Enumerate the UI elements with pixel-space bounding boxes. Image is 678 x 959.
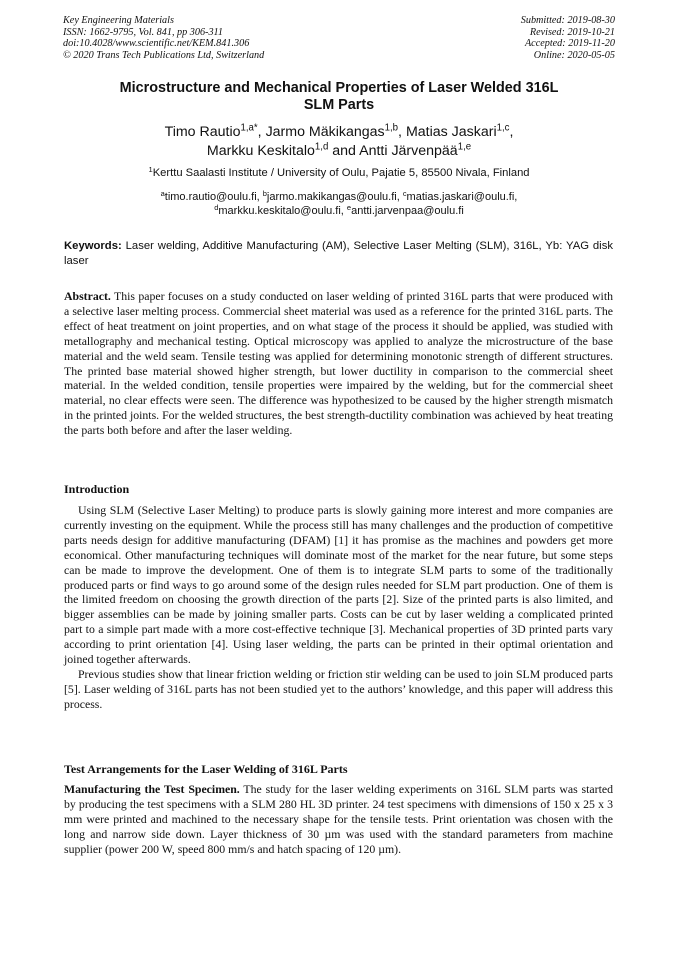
journal-name: Key Engineering Materials xyxy=(63,15,174,26)
affiliation xyxy=(60,166,618,180)
author-line-2 xyxy=(60,142,618,161)
author-name: Timo Rautio xyxy=(164,124,241,140)
email-mark: c xyxy=(402,188,407,198)
issn-line: ISSN: 1662-9795, Vol. 841, pp 306-311 xyxy=(63,26,223,38)
author-separator: , xyxy=(398,124,406,140)
author-list xyxy=(60,123,618,161)
section-heading-test-arrangements: Test Arrangements for the Laser Welding of 316L Parts xyxy=(64,762,348,776)
paragraph: Using SLM (Selective Laser Melting) to produce parts is slowly gaining more interest and more companies are currently investing on the equipment. While the process still has many challenges and the production of competitive parts needs design for additive manufacturing (DFAM) [1] it has promise as the machines and powders get more economical. Other manufacturing techniques will dominate most of the market for the near future, but some steps can be made to improve the development. One of them is to integrate SLM parts to some of the traditionally produced parts or find ways to go around some of the design rules needed for SLM part production. One of them is the limited freedom on choosing the growth direction of the parts [2]. Size of the printed parts is also limited, and bigger assemblies can be made by joining smaller parts. Costs can be cut by laser welding a complicated printed part to a simple part made with a more cost-effective technique [3]. Mechanical properties of 3D printed parts vary according to print orientation [4]. Using laser welding, the parts can be printed in their optimal orientation and joined together afterwards. xyxy=(64,503,613,667)
email-mark: a xyxy=(160,188,165,198)
doi-line: doi:10.4028/www.scientific.net/KEM.841.306 xyxy=(63,38,250,50)
section-heading-introduction: Introduction xyxy=(64,482,130,496)
keywords-label: Keywords: xyxy=(64,240,122,252)
abstract-label: Abstract. xyxy=(64,289,111,303)
author-name: Markku Keskitalo xyxy=(206,143,315,159)
title-line-2: SLM Parts xyxy=(303,97,375,113)
email-mark: d xyxy=(214,202,219,212)
author-line-1: Timo Rautio$^{1,a*}$, Jarmo Mäkikangas$^{1,b}$, Matias Jaskari$^{1,c}$, xyxy=(164,122,514,140)
title-line-1: Microstructure and Mechanical Properties of Laser Welded 316L xyxy=(119,80,559,96)
author-affil-mark: 1,b xyxy=(384,122,399,134)
paragraph xyxy=(64,782,613,857)
test-section-body xyxy=(64,782,613,857)
paragraph-text: The study for the laser welding experiments on 316L SLM parts was started by producing the test specimens with a SLM 280 HL 3D printer. 24 test specimens with dimensions of 150 x 25 x 3 mm were printed and machined to the necessary shape for the tensile tests. Print orientation was chosen with the long and narrow side down. Layer thickness of 30 µm was used with the standard parameters from machine supplier (power 200 W, speed 800 mm/s and hatch spacing of 120 µm). xyxy=(64,782,613,856)
author-conjunction: and xyxy=(328,143,360,159)
journal-header-right xyxy=(521,15,615,61)
abstract-text: This paper focuses on a study conducted on laser welding of printed 316L parts that were produced with a selective laser melting process. Commercial sheet material was used as a reference for the printed 316L parts. The effect of heat treatment on joint properties, and on what stage of the process it should be applied, was studied with metallography and mechanical testing. Optical microscopy was applied to analyze the microstructure of the base material and the weld seam. Tensile testing was applied for determining monotonic strength of different structures. The printed base material showed higher strength, but lower ductility in comparison to the commercial sheet material. In the welded condition, tensile properties were impaired by the welding, but for the commercial sheet material, no clear effects were seen. The difference was hypothesized to be caused by the higher strength mismatch in the printed joints. For the welded structures, the best strength-ductility combination was achieved by heat treating the parts both before and after the laser welding. xyxy=(64,289,613,438)
email-line-2 xyxy=(60,204,618,218)
author-name: Antti Järvenpää xyxy=(359,143,458,159)
author-name: Jarmo Mäkikangas xyxy=(265,124,385,140)
author-affil-mark: 1,a* xyxy=(240,122,258,134)
journal-header-left xyxy=(63,15,264,61)
email-link[interactable]: jarmo.makikangas@oulu.fi, xyxy=(266,191,403,203)
affiliation-text: Kerttu Saalasti Institute / University of Oulu, Pajatie 5, 85500 Nivala, Finland xyxy=(152,167,530,179)
author-affil-mark: 1,c xyxy=(496,122,510,134)
abstract xyxy=(64,289,613,438)
email-link[interactable]: timo.rautio@oulu.fi, xyxy=(164,191,263,203)
keywords-block xyxy=(64,239,613,269)
keywords-text: Laser welding, Additive Manufacturing (AM), Selective Laser Melting (SLM), 316L, Yb: YAG disk laser xyxy=(64,240,613,267)
email-line-1 xyxy=(60,190,618,204)
email-mark: e xyxy=(346,202,352,212)
accepted-date: Accepted: 2019-11-20 xyxy=(524,38,615,50)
introduction-body xyxy=(64,503,613,712)
email-mark: b xyxy=(262,188,267,198)
paragraph: Previous studies show that linear friction welding or friction stir welding can be used to join SLM produced parts [5]. Laser welding of 316L parts has not been studied yet to the authors’ knowledge, and this paper will address this process. xyxy=(64,666,613,711)
revised-date: Revised: 2019-10-21 xyxy=(529,26,615,38)
email-link[interactable]: matias.jaskari@oulu.fi, xyxy=(406,191,518,203)
author-name: Matias Jaskari xyxy=(405,124,497,140)
subsection-label: Manufacturing the Test Specimen. xyxy=(64,782,240,796)
author-affil-mark: 1,e xyxy=(457,141,472,153)
email-link[interactable]: markku.keskitalo@oulu.fi, xyxy=(218,205,347,217)
copyright-line: © 2020 Trans Tech Publications Ltd, Switzerland xyxy=(63,49,265,61)
email-link[interactable]: antti.jarvenpaa@oulu.fi xyxy=(351,205,464,217)
author-emails xyxy=(60,190,618,218)
paper-title xyxy=(60,80,618,114)
affiliation-mark: 1 xyxy=(148,164,153,174)
author-affil-mark: 1,d xyxy=(314,141,329,153)
online-date: Online: 2020-05-05 xyxy=(533,49,615,61)
author-separator: , xyxy=(257,124,266,140)
submitted-date: Submitted: 2019-08-30 xyxy=(520,15,615,26)
